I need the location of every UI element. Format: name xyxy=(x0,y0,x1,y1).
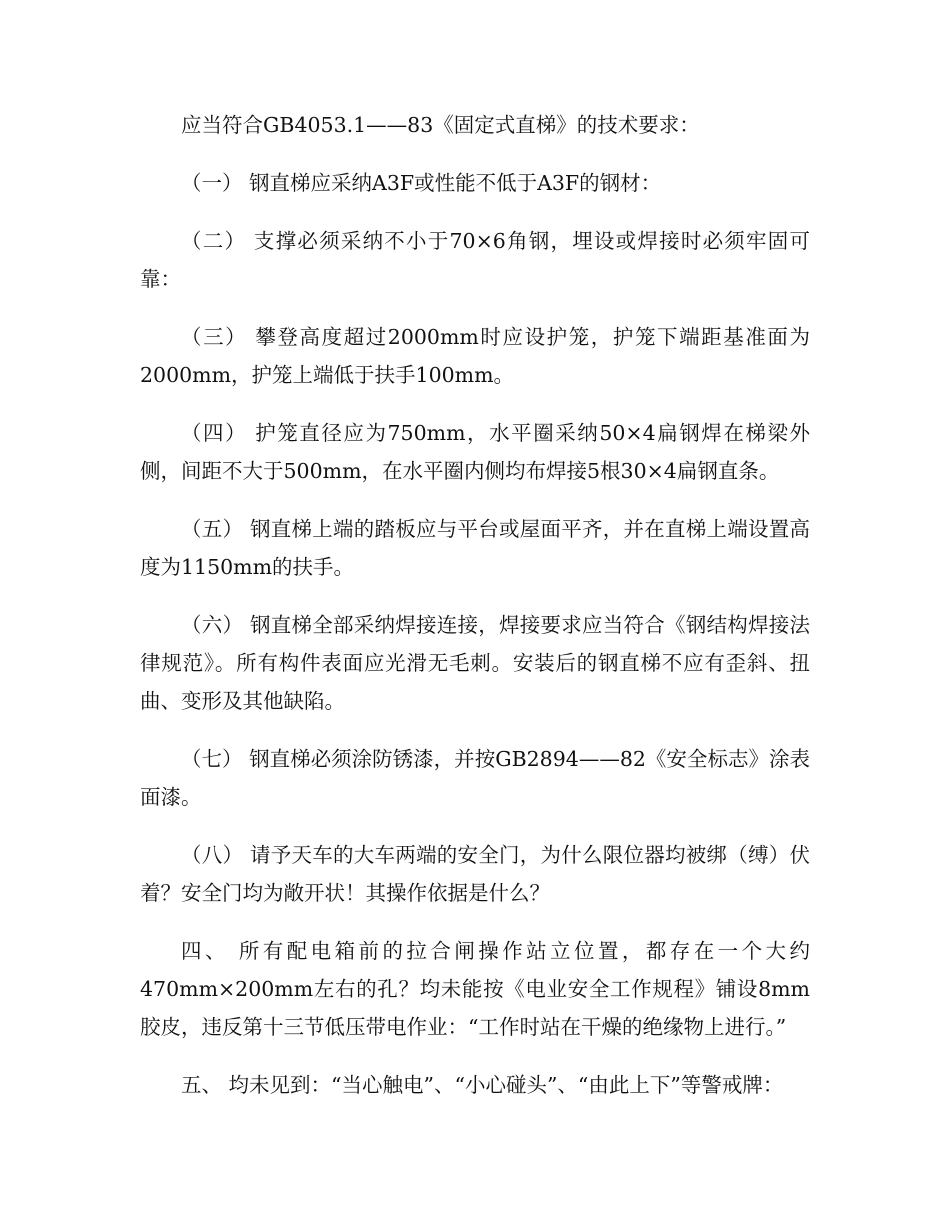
paragraph-section-4-distribution-box: 四、 所有配电箱前的拉合闸操作站立位置，都存在一个大约470mm×200mm左右的孔？均未能按《电业安全工作规程》铺设8mm胶皮，违反第十三节低压带电作业：“工作时站在干燥的绝缘物上进行。” xyxy=(140,939,810,1039)
paragraph-item-2-support: （二） 支撑必须采纳不小于70×6角钢，埋设或焊接时必须牢固可靠： xyxy=(140,229,810,291)
paragraph-requirements-intro: 应当符合GB4053.1——83《固定式直梯》的技术要求： xyxy=(181,113,700,137)
paragraph-item-3-cage-height: （三） 攀登高度超过2000mm时应设护笼，护笼下端距基准面为2000mm，护笼上端低于扶手100mm。 xyxy=(140,325,810,387)
paragraph-item-4-cage-diameter: （四） 护笼直径应为750mm，水平圈采纳50×4扁钢焊在梯梁外侧，间距不大于500mm，在水平圈内侧均布焊接5根30×4扁钢直条。 xyxy=(140,421,810,483)
paragraph-item-6-welding: （六） 钢直梯全部采纳焊接连接，焊接要求应当符合《钢结构焊接法律规范》。所有构件表面应光滑无毛刺。安装后的钢直梯不应有歪斜、扭曲、变形及其他缺陷。 xyxy=(140,613,810,713)
paragraph-item-7-paint: （七） 钢直梯必须涂防锈漆，并按GB2894——82《安全标志》涂表面漆。 xyxy=(140,747,810,809)
paragraph-item-8-safety-door: （八） 请予天车的大车两端的安全门，为什么限位器均被绑（缚）伏着？安全门均为敞开状！其操作依据是什么？ xyxy=(140,843,810,905)
paragraph-item-1-steel-material: （一） 钢直梯应采纳A3F或性能不低于A3F的钢材： xyxy=(181,171,662,195)
document-body xyxy=(140,106,810,1124)
paragraph-item-5-handrail: （五） 钢直梯上端的踏板应与平台或屋面平齐，并在直梯上端设置高度为1150mm的扶手。 xyxy=(140,517,810,579)
paragraph-section-5-warning-signs: 五、 均未见到：“当心触电”、“小心碰头”、“由此上下”等警戒牌： xyxy=(181,1073,784,1097)
